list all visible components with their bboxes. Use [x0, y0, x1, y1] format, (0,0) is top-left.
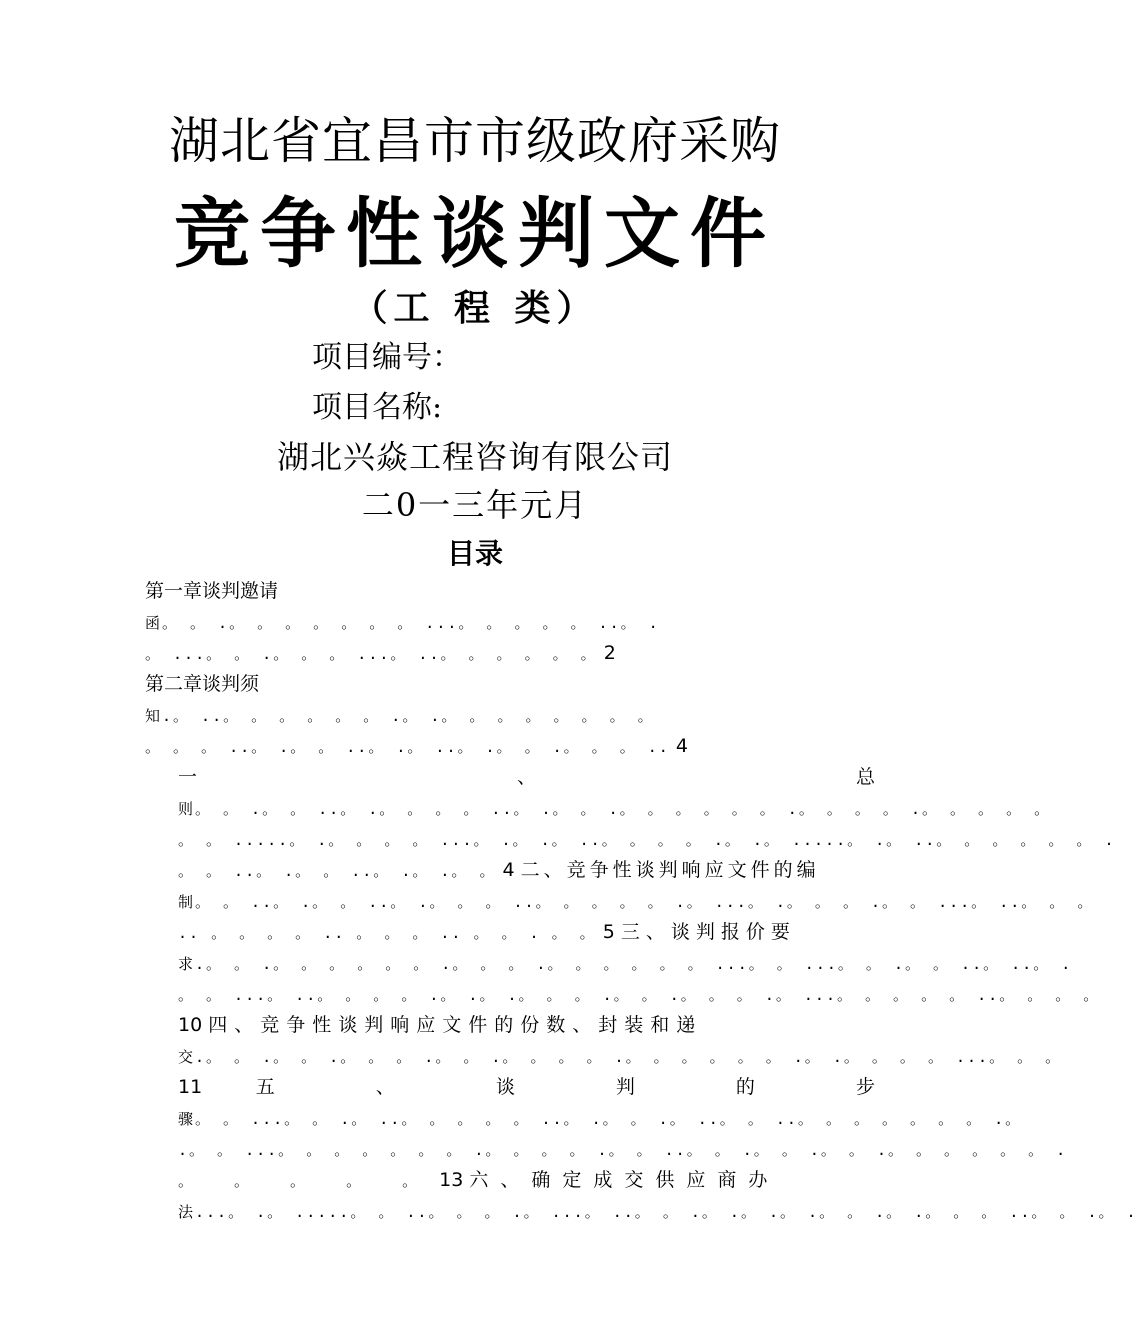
- toc-leader: .。 。 ...。 。 。 。 。 。 。 .。 。 。 。 .。 。 ..。 。 .。 。 .。 。 .。 。 。 。 。 。 .: [178, 1141, 1068, 1159]
- toc-separator: 、: [375, 1076, 443, 1098]
- toc-section-5-line: [145, 1103, 1023, 1134]
- toc-section-6-title: 六、确定成交供应商办: [469, 1169, 780, 1191]
- toc-section-number: 五: [255, 1076, 323, 1098]
- title-line-1: 湖北省宜昌市市级政府采购: [169, 112, 781, 170]
- toc-title-char: 谈: [495, 1076, 563, 1098]
- toc-leader: 制。 。 ..。 .。 。 ..。 .。 。 。 ..。 。 。 。 。 .。 ...。 .。 。 。 .。 。 ...。 ..。 。 。: [178, 893, 1095, 911]
- toc-chapter-2-line-2: [145, 731, 875, 762]
- toc-section-5-line-2: [145, 1134, 1068, 1165]
- toc-section-3-title: 三、谈判报价要: [620, 921, 796, 943]
- project-number-label: 项目编号：: [312, 340, 462, 375]
- toc-section-number: 一: [178, 766, 354, 788]
- toc-leader: 。 。 。 。 。: [178, 1172, 434, 1190]
- toc-section-1-line-2: [145, 824, 1116, 855]
- toc-title-char: 步: [855, 1076, 875, 1098]
- toc-section-1-line: [145, 793, 1052, 824]
- title-line-2: 竞争性谈判文件: [174, 189, 776, 278]
- project-name-label: 项目名称:: [312, 390, 443, 425]
- toc-section-5-line-3: [145, 1165, 875, 1196]
- toc-separator: 、: [516, 766, 693, 788]
- toc-section-4-title: 四、竞争性谈判响应文件的份数、封装和递: [208, 1014, 703, 1036]
- toc-page-number: 11: [178, 1076, 203, 1098]
- title-line-3: （工 程 类）: [351, 288, 599, 329]
- toc-title-char: 判: [615, 1076, 683, 1098]
- toc-title-char: 的: [735, 1076, 803, 1098]
- toc-page-number: 4: [502, 859, 515, 881]
- toc-section-1-line-3: [145, 855, 875, 886]
- toc-leader: 函。 。 .。 。 。 。 。 。 。 ...。 。 。 。 。 ..。 .: [145, 614, 660, 632]
- toc-section-1-title: [145, 762, 875, 793]
- issue-date: 二0一三年元月: [361, 486, 589, 524]
- toc-section-2-line: [145, 886, 1095, 917]
- toc-leader: 。 。 ..。 .。 。 ..。 .。 .。 。: [178, 862, 497, 880]
- toc-section-3-line-3: [145, 1010, 875, 1041]
- toc-leader: 交.。 。 .。 。 .。 。 。 .。 。 .。 。 。 。 .。 。 。 。 。 。 .。 .。 。 。 。 ...。 。 。: [178, 1048, 1063, 1066]
- toc-chapter-2-title: 第二章谈判须: [145, 673, 260, 695]
- toc-leader: 骤。 。 ...。 。 .。 ..。 。 。 。 。 ..。 .。 。 .。 ..。 。 ..。 。 。 。 。 。 。 .。: [178, 1110, 1023, 1128]
- toc-chapter-1-line-2: [145, 638, 875, 669]
- toc-leader: 则。 。 .。 。 ..。 .。 。 。 。 ..。 .。 。 .。 。 。 。 。 。 .。 。 。 。 .。 。 。 。 。: [178, 800, 1052, 818]
- toc-title: 目录: [446, 537, 503, 570]
- toc-section-5-title: [145, 1072, 875, 1103]
- toc-section-3-line-2: [145, 979, 1101, 1010]
- toc-leader: 。 。 ...。 ..。 。 。 。 .。 .。 .。 。 。 .。 。 .。 。 。 .。 ...。 。 。 。 。 ..。 。 。 。: [178, 986, 1101, 1004]
- toc-leader: 。 ...。 。 .。 。 。 ...。 ..。 。 。 。 。 。: [145, 645, 598, 663]
- toc-leader: 求.。 。 .。 。 。 。 。 。 .。 。 。 .。 。 。 。 。 。 ...。 。 ...。 。 .。 。 ..。 ..。 .: [178, 955, 1073, 973]
- toc-page-number: 5: [602, 921, 615, 943]
- toc-page-number: 4: [675, 735, 688, 757]
- toc-section-6-line: [145, 1196, 1138, 1227]
- toc-page-number: 2: [603, 642, 616, 664]
- toc-leader: 。 。 。 ..。 .。 。 ..。 .。 ..。 .。 。 .。 。 。 ..: [145, 738, 670, 756]
- table-of-contents: [145, 576, 1138, 1227]
- toc-section-2-title: 二、竞争性谈判响应文件的编: [520, 859, 820, 881]
- toc-section-4-line: [145, 1041, 1063, 1072]
- toc-chapter-1-title: 第一章谈判邀请: [145, 580, 279, 602]
- toc-chapter-1-line: [145, 607, 875, 638]
- toc-leader: .. 。 。 。 。 .. 。 。 。 .. 。 。 . 。 。: [178, 924, 597, 942]
- toc-page-number: 10: [178, 1014, 203, 1036]
- toc-section-3-line: [145, 948, 1073, 979]
- toc-leader: 法...。 .。 .....。 。 ..。 。 。 .。 ...。 ..。 。 .。 .。 .。 .。 。 .。 .。 。 。 ..。 。 .。 .: [178, 1203, 1138, 1221]
- toc-section-title: 总: [855, 766, 875, 788]
- toc-leader: 。 。 .....。 .。 。 。 。 ...。 .。 .。 ..。 。 。 。 .。 .。 .....。 .。 ..。 。 。 。 。 。 .: [178, 831, 1116, 849]
- company-name: 湖北兴焱工程咨询有限公司: [276, 438, 673, 476]
- toc-chapter-2-line: [145, 700, 875, 731]
- toc-leader: 知.。 ..。 。 。 。 。 。 .。 .。 。 。 。 。 。 。 。: [145, 707, 655, 725]
- toc-section-2-line-2: [145, 917, 875, 948]
- toc-page-number: 13: [439, 1169, 464, 1191]
